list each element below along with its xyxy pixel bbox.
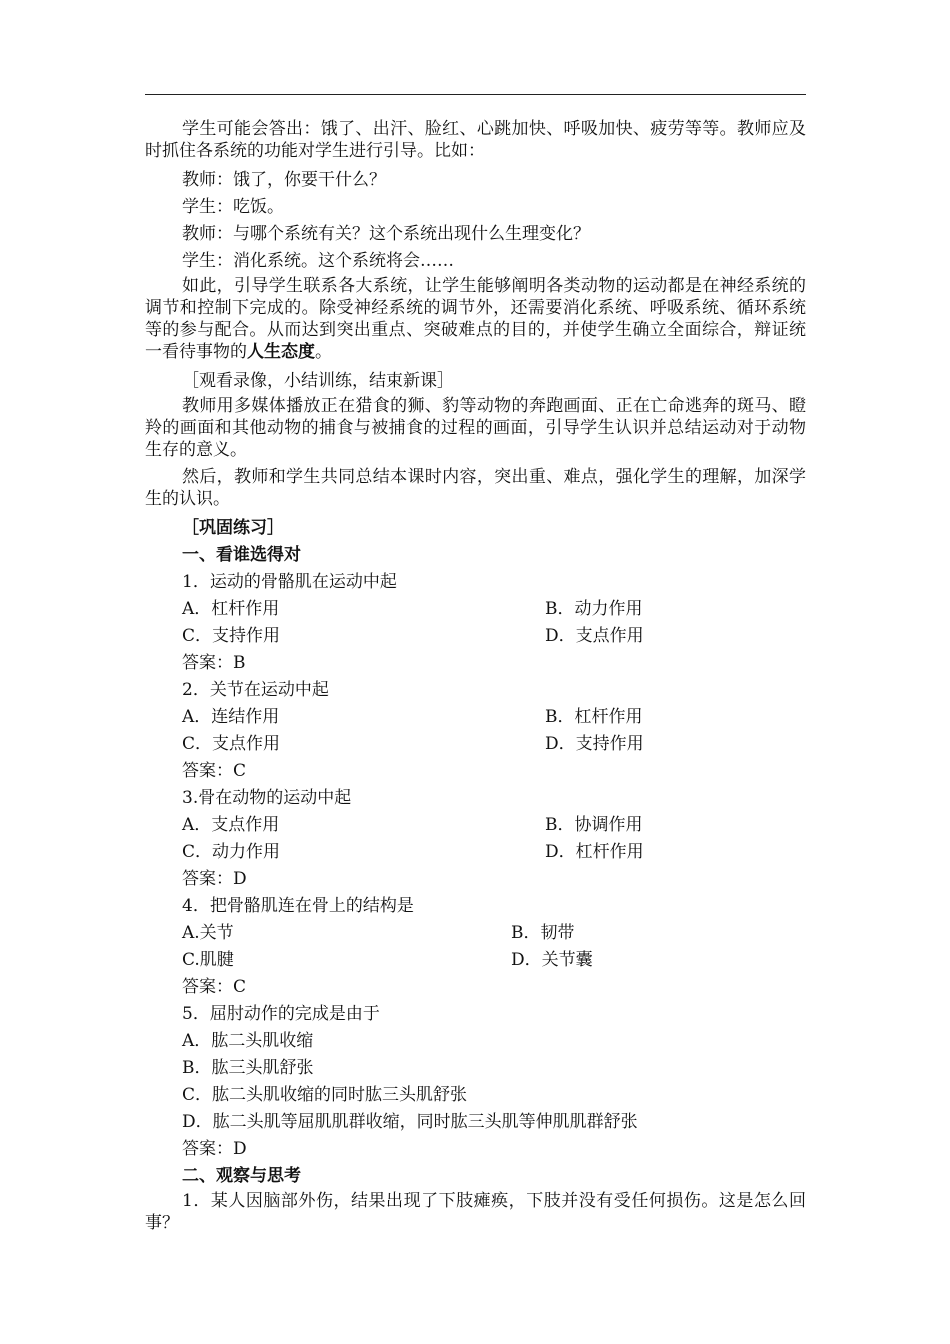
options-row bbox=[145, 704, 806, 731]
practice-heading: ［巩固练习］ bbox=[182, 518, 284, 538]
question: 4．把骨骼肌连在骨上的结构是 bbox=[182, 896, 414, 916]
answer: 答案：C bbox=[182, 977, 247, 997]
question: 2．关节在运动中起 bbox=[182, 680, 329, 700]
option-d: D．支持作用 bbox=[545, 734, 644, 754]
option-d: D．杠杆作用 bbox=[545, 842, 644, 862]
guidance-paragraph bbox=[145, 275, 806, 363]
dialogue-line: 教师：饿了，你要干什么？ bbox=[182, 170, 386, 190]
option-c: C．支持作用 bbox=[182, 626, 281, 646]
option-d: D．支点作用 bbox=[545, 626, 644, 646]
think-question: 1．某人因脑部外伤，结果出现了下肢瘫痪，下肢并没有受任何损伤。这是怎么回事？ bbox=[145, 1191, 806, 1233]
answer: 答案：C bbox=[182, 761, 247, 781]
options-row bbox=[145, 947, 806, 974]
summary-paragraph: 然后，教师和学生共同总结本课时内容，突出重、难点，强化学生的理解，加深学生的认识。 bbox=[145, 467, 806, 509]
option-d: D．肱二头肌等屈肌肌群收缩，同时肱三头肌等伸肌肌群舒张 bbox=[182, 1112, 638, 1132]
options-row bbox=[145, 920, 806, 947]
options-row bbox=[145, 812, 806, 839]
question: 5．屈肘动作的完成是由于 bbox=[182, 1004, 380, 1024]
option-a: A．支点作用 bbox=[182, 815, 280, 835]
life-attitude-term: 人生态度 bbox=[247, 342, 315, 362]
question: 1．运动的骨骼肌在运动中起 bbox=[182, 572, 397, 592]
options-row bbox=[145, 731, 806, 758]
option-a: A．肱二头肌收缩 bbox=[182, 1031, 314, 1051]
option-b: B．韧带 bbox=[511, 923, 575, 943]
question: 3.骨在动物的运动中起 bbox=[182, 788, 352, 808]
answer: 答案：D bbox=[182, 1139, 247, 1159]
option-c: C．肱二头肌收缩的同时肱三头肌舒张 bbox=[182, 1085, 468, 1105]
option-b: B．杠杆作用 bbox=[545, 707, 643, 727]
dialogue-line: 学生：消化系统。这个系统将会…… bbox=[182, 251, 454, 271]
part2-heading: 二、观察与思考 bbox=[182, 1166, 301, 1186]
header-rule bbox=[145, 94, 806, 95]
options-row bbox=[145, 839, 806, 866]
option-b: B．动力作用 bbox=[545, 599, 643, 619]
video-paragraph: 教师用多媒体播放正在猎食的狮、豹等动物的奔跑画面、正在亡命逃奔的斑马、瞪羚的画面和其他动物的捕食与被捕食的过程的画面，引导学生认识并总结运动对于动物生存的意义。 bbox=[145, 396, 806, 460]
document-body bbox=[145, 118, 806, 1234]
option-a: A．连结作用 bbox=[182, 707, 280, 727]
option-b: B．肱三头肌舒张 bbox=[182, 1058, 314, 1078]
section-heading: ［观看录像，小结训练，结束新课］ bbox=[182, 371, 454, 391]
option-c: C．支点作用 bbox=[182, 734, 281, 754]
guidance-text: 如此，引导学生联系各大系统，让学生能够阐明各类动物的运动都是在神经系统的调节和控制下完成的。除受神经系统的调节外，还需要消化系统、呼吸系统、循环系统等的参与配合。从而达到突出重点、突破难点的目的，并使学生确立全面综合，辩证统一看待事物的 bbox=[145, 276, 806, 362]
option-d: D．关节囊 bbox=[511, 950, 593, 970]
option-b: B．协调作用 bbox=[545, 815, 643, 835]
option-c: C．动力作用 bbox=[182, 842, 281, 862]
options-row bbox=[145, 623, 806, 650]
dialogue-line: 教师：与哪个系统有关？这个系统出现什么生理变化？ bbox=[182, 224, 590, 244]
dialogue-line: 学生：吃饭。 bbox=[182, 197, 284, 217]
intro-paragraph: 学生可能会答出：饿了、出汗、脸红、心跳加快、呼吸加快、疲劳等等。教师应及时抓住各系统的功能对学生进行引导。比如： bbox=[145, 119, 806, 161]
guidance-end: 。 bbox=[315, 342, 332, 362]
answer: 答案：B bbox=[182, 653, 246, 673]
answer: 答案：D bbox=[182, 869, 247, 889]
option-c: C.肌腱 bbox=[182, 950, 234, 970]
options-row bbox=[145, 596, 806, 623]
option-a: A.关节 bbox=[182, 923, 234, 943]
part1-heading: 一、看谁选得对 bbox=[182, 545, 301, 565]
option-a: A．杠杆作用 bbox=[182, 599, 280, 619]
